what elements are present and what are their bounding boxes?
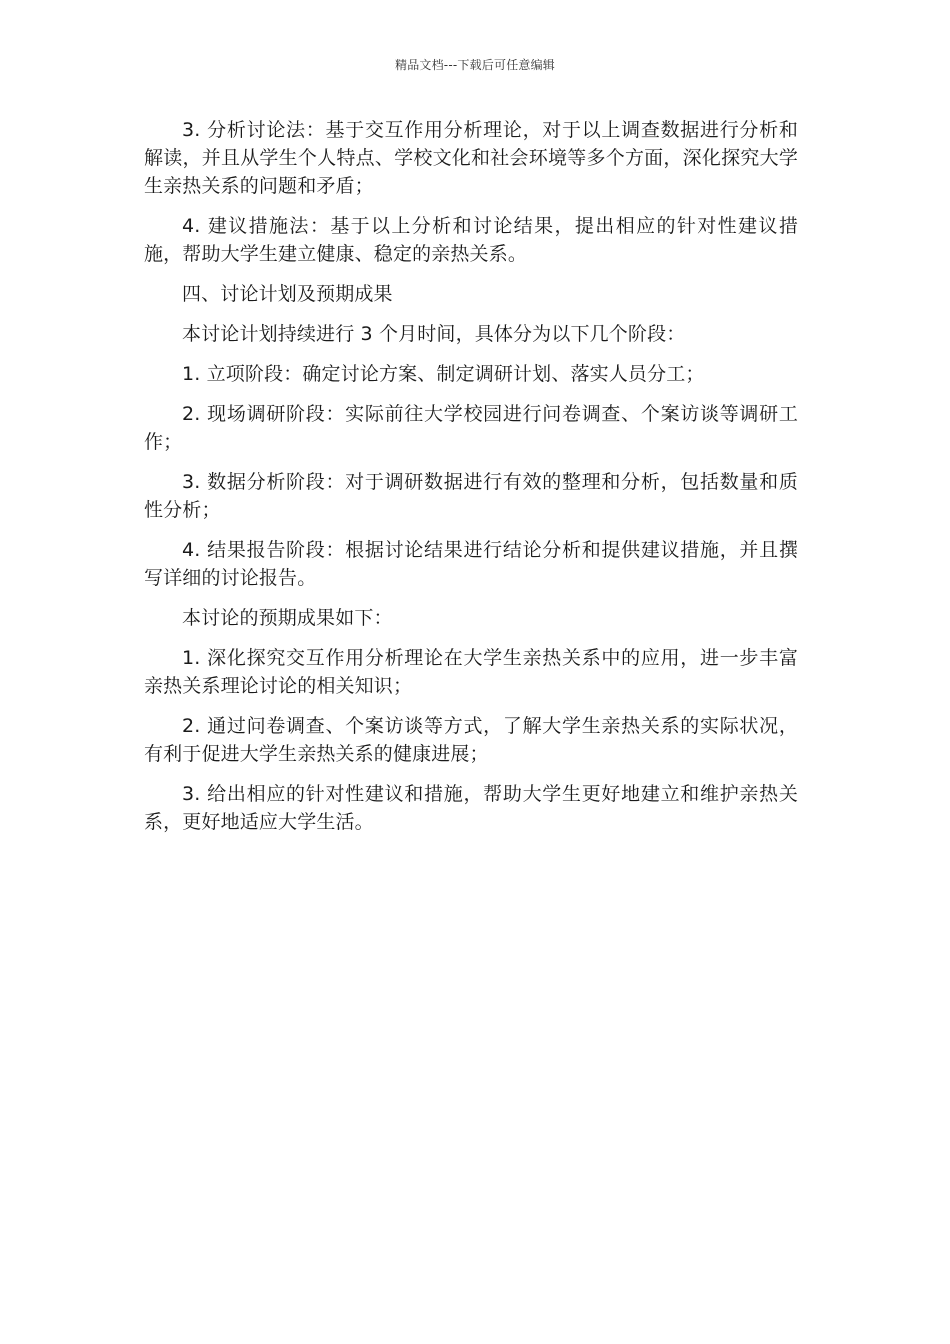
document-body	[144, 116, 798, 848]
paragraph-plan-intro: 本讨论计划持续进行 3 个月时间，具体分为以下几个阶段：	[182, 323, 686, 345]
paragraph-outcome-1: 1. 深化探究交互作用分析理论在大学生亲热关系中的应用，进一步丰富亲热关系理论讨论的相关知识；	[144, 647, 798, 697]
paragraph-stage-2: 2. 现场调研阶段：实际前往大学校园进行问卷调查、个案访谈等调研工作；	[144, 403, 798, 453]
section-heading-plan: 四、讨论计划及预期成果	[182, 283, 393, 305]
paragraph-outcome-2: 2. 通过问卷调查、个案访谈等方式，了解大学生亲热关系的实际状况，有利于促进大学生亲热关系的健康进展；	[144, 715, 798, 765]
paragraph-outcome-3: 3. 给出相应的针对性建议和措施，帮助大学生更好地建立和维护亲热关系，更好地适应大学生活。	[144, 783, 798, 833]
page-header: 精品文档---下载后可任意编辑	[395, 58, 555, 72]
paragraph-stage-1: 1. 立项阶段：确定讨论方案、制定调研计划、落实人员分工；	[182, 363, 705, 385]
paragraph-stage-4: 4. 结果报告阶段：根据讨论结果进行结论分析和提供建议措施，并且撰写详细的讨论报告。	[144, 539, 798, 589]
paragraph-outcomes-intro: 本讨论的预期成果如下：	[182, 607, 393, 629]
paragraph-suggestion-method: 4. 建议措施法：基于以上分析和讨论结果，提出相应的针对性建议措施，帮助大学生建立健康、稳定的亲热关系。	[144, 215, 798, 265]
paragraph-analysis-method: 3. 分析讨论法：基于交互作用分析理论，对于以上调查数据进行分析和解读，并且从学生个人特点、学校文化和社会环境等多个方面，深化探究大学生亲热关系的问题和矛盾；	[144, 119, 798, 197]
paragraph-stage-3: 3. 数据分析阶段：对于调研数据进行有效的整理和分析，包括数量和质性分析；	[144, 471, 798, 521]
